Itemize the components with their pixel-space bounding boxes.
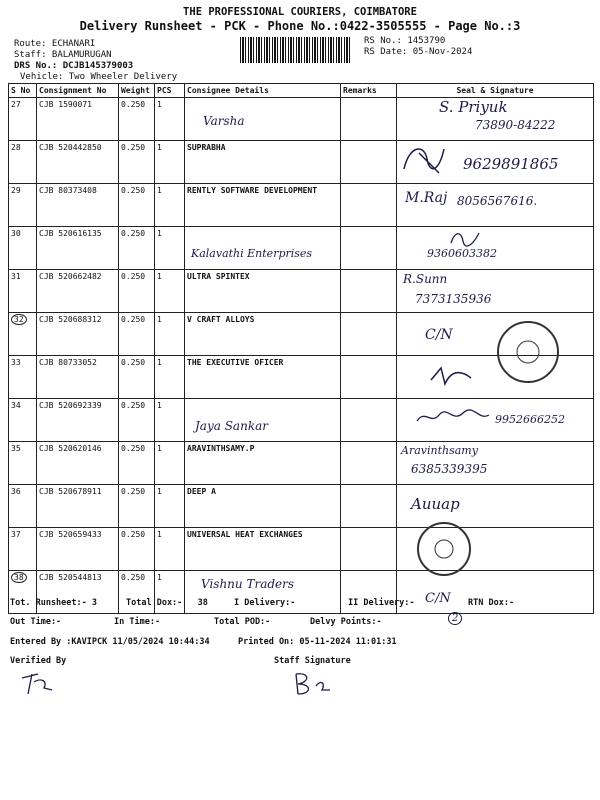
row-consignee: V CRAFT ALLOYS — [185, 313, 341, 356]
row-consignee: SUPRABHA — [185, 141, 341, 184]
row-signature — [397, 184, 594, 227]
row-weight: 0.250 — [119, 270, 155, 313]
phone: 7373135936 — [415, 292, 492, 306]
row-signature — [397, 442, 594, 485]
row-signature — [397, 227, 594, 270]
col-sno: S No — [9, 84, 37, 98]
row-sno: 34 — [9, 399, 37, 442]
row-signature — [397, 399, 594, 442]
col-consignment: Consignment No — [37, 84, 119, 98]
printed-on: Printed On: 05-11-2024 11:01:31 — [238, 637, 397, 647]
row-consignment: CJB 520620146 — [37, 442, 119, 485]
table-row — [9, 184, 594, 227]
row-consignee — [185, 227, 341, 270]
phone: 9952666252 — [495, 413, 565, 426]
scribble-signature-icon — [427, 360, 477, 390]
row-signature — [397, 528, 594, 571]
col-consignee: Consignee Details — [185, 84, 341, 98]
row-signature — [397, 270, 594, 313]
table-row — [9, 356, 594, 399]
row-remarks — [341, 399, 397, 442]
row-consignment: CJB 520544813 — [37, 571, 119, 614]
row-weight: 0.250 — [119, 227, 155, 270]
circled-sno: 38 — [11, 572, 27, 583]
table-row — [9, 141, 594, 184]
row-remarks — [341, 270, 397, 313]
circled-number: 2 — [448, 612, 462, 625]
staff-signature-icon — [290, 668, 334, 698]
row-consignment: CJB 520662482 — [37, 270, 119, 313]
signature: S. Priyuk — [439, 98, 508, 116]
row-weight: 0.250 — [119, 399, 155, 442]
row-signature — [397, 98, 594, 141]
row-pcs: 1 — [155, 399, 185, 442]
col-remarks: Remarks — [341, 84, 397, 98]
row-consignee: RENTLY SOFTWARE DEVELOPMENT — [185, 184, 341, 227]
scribble-signature-icon — [447, 229, 487, 247]
table-row — [9, 227, 594, 270]
runsheet-title: Delivery Runsheet - PCK - Phone No.:0422-3505555 - Page No.:3 — [79, 19, 521, 33]
row-weight: 0.250 — [119, 313, 155, 356]
staff-signature-label: Staff Signature — [274, 656, 351, 666]
barcode — [240, 37, 352, 63]
row-remarks — [341, 313, 397, 356]
row-signature — [397, 141, 594, 184]
row-signature — [397, 313, 594, 356]
row-remarks — [341, 98, 397, 141]
verifier-signature-icon — [18, 668, 58, 698]
row-consignment: CJB 520692339 — [37, 399, 119, 442]
row-pcs: 1 — [155, 141, 185, 184]
row-pcs: 1 — [155, 270, 185, 313]
row-remarks — [341, 528, 397, 571]
col-seal-signature: Seal & Signature — [397, 84, 594, 98]
row-pcs: 1 — [155, 184, 185, 227]
rtn-dox: RTN Dox:- — [468, 598, 515, 608]
scribble-signature-icon — [399, 141, 459, 177]
handwritten-consignee: Jaya Sankar — [195, 419, 268, 433]
row-signature — [397, 485, 594, 528]
staff: Staff: BALAMURUGAN — [14, 50, 112, 60]
row-sno: 28 — [9, 141, 37, 184]
signature: Auuap — [411, 495, 460, 513]
total-pod: Total POD:- — [214, 617, 271, 627]
ii-delivery: II Delivery:- — [348, 598, 415, 608]
phone: 8056567616. — [457, 194, 538, 208]
row-sno: 29 — [9, 184, 37, 227]
row-consignment: CJB 520659433 — [37, 528, 119, 571]
handwritten-consignee: Kalavathi Enterprises — [191, 247, 313, 260]
row-remarks — [341, 184, 397, 227]
row-weight: 0.250 — [119, 442, 155, 485]
handwritten-consignee: Vishnu Traders — [201, 577, 295, 591]
row-consignee: UNIVERSAL HEAT EXCHANGES — [185, 528, 341, 571]
row-consignee: DEEP A — [185, 485, 341, 528]
row-pcs: 1 — [155, 227, 185, 270]
row-sno: 36 — [9, 485, 37, 528]
row-weight: 0.250 — [119, 356, 155, 399]
row-weight: 0.250 — [119, 528, 155, 571]
table-row — [9, 528, 594, 571]
table-row — [9, 399, 594, 442]
entered-by: Entered By :KAVIPCK 11/05/2024 10:44:34 — [10, 637, 210, 647]
row-pcs: 1 — [155, 485, 185, 528]
row-pcs: 1 — [155, 442, 185, 485]
route: Route: ECHANARI — [14, 39, 96, 49]
tot-runsheet: Tot. Runsheet:- 3 — [10, 598, 97, 608]
drs-number: DRS No.: DCJB145379003 — [14, 61, 134, 71]
row-weight: 0.250 — [119, 571, 155, 614]
row-sno: 37 — [9, 528, 37, 571]
row-weight: 0.250 — [119, 184, 155, 227]
row-sno: 31 — [9, 270, 37, 313]
col-pcs: PCS — [155, 84, 185, 98]
table-row — [9, 313, 594, 356]
row-remarks — [341, 485, 397, 528]
row-consignee: ULTRA SPINTEX — [185, 270, 341, 313]
handwritten-consignee: Varsha — [203, 114, 245, 128]
row-sno: 33 — [9, 356, 37, 399]
row-weight: 0.250 — [119, 485, 155, 528]
row-consignment: CJB 520678911 — [37, 485, 119, 528]
i-delivery: I Delivery:- — [234, 598, 296, 608]
total-dox: Total Dox:- 38 — [126, 598, 208, 608]
signature: C/N — [425, 591, 451, 606]
company-title: THE PROFESSIONAL COURIERS, COIMBATORE — [183, 6, 417, 18]
company-seal-icon — [417, 522, 471, 576]
table-header — [9, 84, 594, 98]
row-pcs: 1 — [155, 571, 185, 614]
delvy-points: Delvy Points:- — [310, 617, 382, 627]
row-signature — [397, 356, 594, 399]
vehicle: Vehicle: Two Wheeler Delivery — [20, 72, 178, 82]
phone: 9360603382 — [427, 247, 497, 260]
phone: 9629891865 — [463, 155, 559, 173]
row-consignee — [185, 98, 341, 141]
row-sno: 35 — [9, 442, 37, 485]
rs-date: RS Date: 05-Nov-2024 — [364, 47, 473, 57]
in-time: In Time:- — [114, 617, 161, 627]
phone: 73890-84222 — [475, 118, 556, 132]
row-sno: 27 — [9, 98, 37, 141]
phone: 6385339395 — [411, 462, 488, 476]
out-time: Out Time:- — [10, 617, 62, 627]
circled-sno: 32 — [11, 314, 27, 325]
rs-number: RS No.: 1453790 — [364, 36, 446, 46]
col-weight: Weight — [119, 84, 155, 98]
scribble-signature-icon — [413, 407, 493, 427]
row-sno: 30 — [9, 227, 37, 270]
row-remarks — [341, 141, 397, 184]
row-consignment: CJB 520688312 — [37, 313, 119, 356]
row-consignment: CJB 520616135 — [37, 227, 119, 270]
row-remarks — [341, 227, 397, 270]
signature: M.Raj — [405, 190, 448, 206]
signature: R.Sunn — [403, 272, 448, 286]
row-consignment: CJB 520442850 — [37, 141, 119, 184]
row-pcs: 1 — [155, 98, 185, 141]
table-row — [9, 442, 594, 485]
row-pcs: 1 — [155, 528, 185, 571]
table-row — [9, 485, 594, 528]
row-remarks — [341, 442, 397, 485]
row-consignment: CJB 80373408 — [37, 184, 119, 227]
signature: Aravinthsamy — [401, 444, 478, 457]
row-consignment: CJB 80733052 — [37, 356, 119, 399]
row-consignment: CJB 1590071 — [37, 98, 119, 141]
table-row — [9, 270, 594, 313]
row-pcs: 1 — [155, 313, 185, 356]
row-weight: 0.250 — [119, 98, 155, 141]
table-row — [9, 98, 594, 141]
runsheet-table — [8, 83, 594, 614]
row-weight: 0.250 — [119, 141, 155, 184]
row-consignee — [185, 399, 341, 442]
signature: C/N — [425, 327, 453, 343]
row-consignee: THE EXECUTIVE OFICER — [185, 356, 341, 399]
row-remarks — [341, 356, 397, 399]
verified-by: Verified By — [10, 656, 67, 666]
row-consignee: ARAVINTHSAMY.P — [185, 442, 341, 485]
row-pcs: 1 — [155, 356, 185, 399]
row-sno — [9, 313, 37, 356]
